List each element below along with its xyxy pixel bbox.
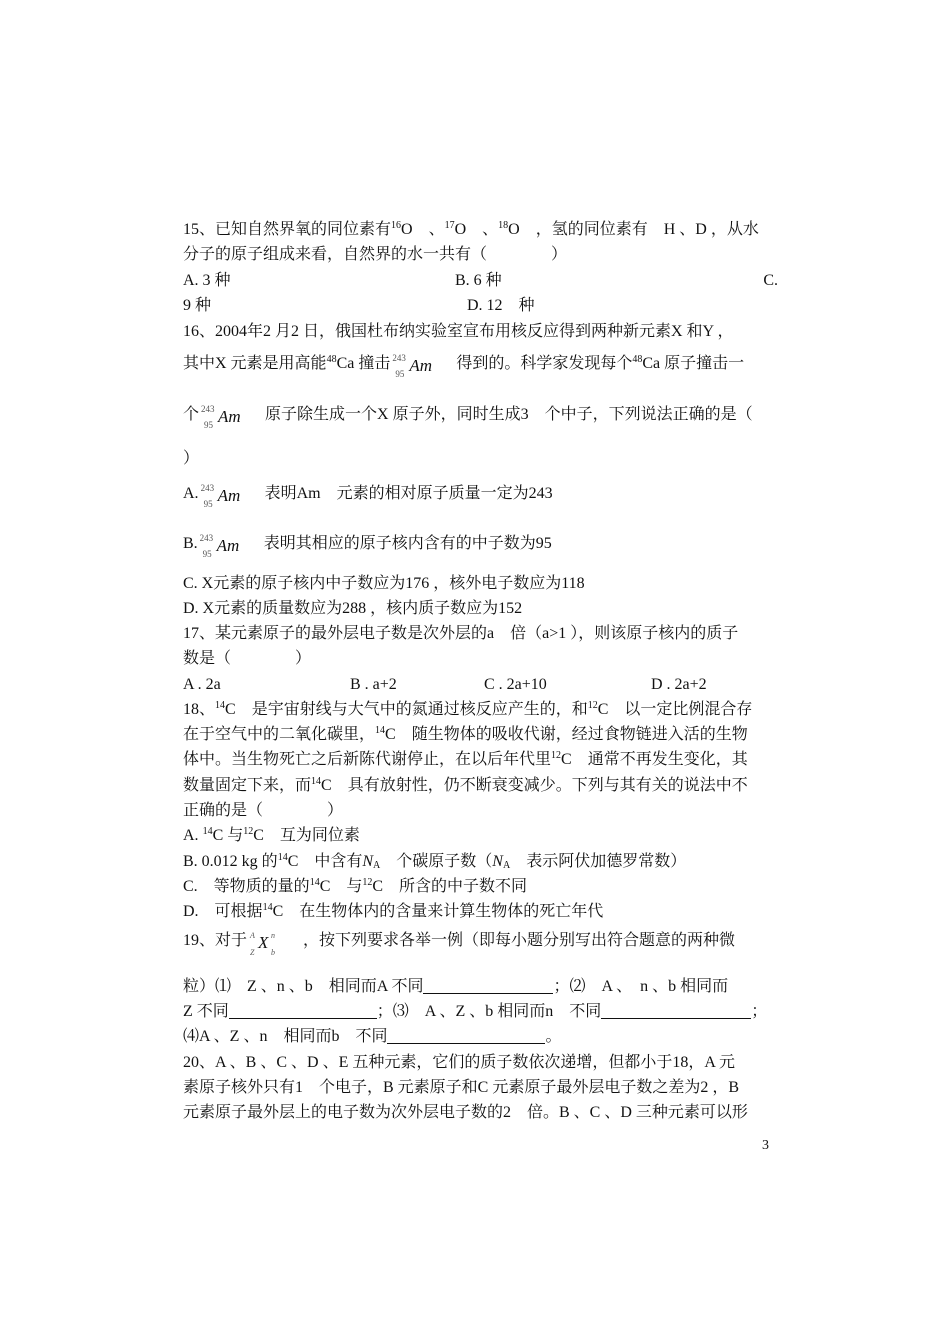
q16-line3: 个 243 95 Am 原子除生成一个X 原子外，同时生成3 个中子，下列说法正确的是（ [183, 404, 753, 431]
q16-option-a: A. 243 95 Am 表明Am 元素的相对原子质量一定为243 [183, 483, 553, 510]
q17-line1: 17、某元素原子的最外层电子数是次外层的a 倍（a>1 ），则该原子核内的质子 [183, 625, 739, 642]
americium-nuclide: 243 95 Am [201, 404, 241, 431]
q18-line3: 体中。当生物死亡之后新陈代谢停止，在以后年代里$^{12}$C 通常不再发生变化，其 [183, 750, 748, 768]
q15-options-row2 [183, 294, 778, 318]
q18-option-b: B. 0.012 kg 的$^{14}$C 中含有$N_A$ 个碳原子数（$N_A$ 表示阿伏加德罗常数） [183, 852, 687, 871]
q15-option-c-cont: 9 种 [183, 297, 212, 314]
q16-option-c: C. X元素的原子核内中子数应为176 ，核外电子数应为118 [183, 575, 585, 592]
q16-line4: ） [183, 450, 200, 467]
q17-option-a: A . 2a [183, 676, 221, 693]
q20-line3: 元素原子最外层上的电子数为次外层电子数的2 倍。B 、C 、D 三种元素可以形 [183, 1104, 748, 1121]
q17-option-d: D . 2a+2 [651, 676, 707, 693]
americium-nuclide: 243 95 Am [199, 533, 240, 560]
q15-option-d: D. 12 种 [467, 297, 535, 314]
q20-line2: 素原子核外只有1 个电子，B 元素原子和C 元素原子最外层电子数之差为2 ，B [183, 1079, 740, 1096]
q15-line1: 15、已知自然界氧的同位素有$^{16}$O 、$^{17}$O 、$^{18}$O ，氢的同位素有 H 、D ，从水 [183, 220, 759, 238]
answer-blank-4[interactable] [387, 1027, 545, 1044]
q15-option-c: C. [763, 272, 778, 289]
q18-line4: 数量固定下来，而$^{14}$C 具有放射性，仍不断衰变减少。下列与其有关的说法中不 [183, 776, 748, 794]
answer-blank-1[interactable] [423, 977, 553, 994]
q15-options-row1 [183, 269, 778, 293]
nuclide-notation: A Z X n b [250, 931, 276, 958]
q16-line1: 16、2004年2 月2 日，俄国杜布纳实验室宣布用核反应得到两种新元素X 和Y ， [183, 323, 734, 340]
q18-option-d: D. 可根据$^{14}$C 在生物体内的含量来计算生物体的死亡年代 [183, 902, 604, 920]
page-number: 3 [762, 1138, 769, 1153]
q15-option-b: B. 6 种 [455, 272, 502, 289]
q19-line3: Z 不同 ；⑶ A 、Z 、b 相同而n 不同 ； [183, 1003, 768, 1020]
americium-nuclide: 243 95 Am [200, 483, 241, 510]
q20-line1: 20、A 、B 、C 、D 、E 五种元素，它们的质子数依次递增，但都小于18，A 元 [183, 1054, 736, 1071]
q16-option-d: D. X元素的质量数应为288 ，核内质子数应为152 [183, 600, 523, 617]
q19-line4: ⑷A 、Z 、n 相同而b 不同 。 [183, 1028, 562, 1045]
q16-option-b: B. 243 95 Am 表明其相应的原子核内含有的中子数为95 [183, 533, 552, 560]
q17-line2: 数是（ ） [183, 650, 312, 667]
americium-nuclide: 243 95 Am [392, 353, 433, 380]
q18-line1: 18、$^{14}$C 是宇宙射线与大气中的氮通过核反应产生的，和$^{12}$C 以一定比例混合存 [183, 700, 753, 718]
q15-line2: 分子的原子组成来看，自然界的水一共有（ ） [183, 246, 568, 263]
q18-line5: 正确的是（ ） [183, 802, 344, 819]
answer-blank-2[interactable] [229, 1002, 377, 1019]
q17-option-c: C . 2a+10 [484, 676, 547, 693]
answer-blank-3[interactable] [601, 1002, 751, 1019]
q17-option-b: B . a+2 [350, 676, 397, 693]
q17-options [183, 673, 778, 697]
q16-line2: 其中X 元素是用高能$^{48}$Ca 撞击 243 95 Am 得到的。科学家发现每个$^{48}$Ca 原子撞击一 [183, 353, 745, 380]
q15-option-a: A. 3 种 [183, 272, 231, 289]
q18-option-a: A. $^{14}$C 与$^{12}$C 互为同位素 [183, 826, 360, 844]
q18-line2: 在于空气中的二氧化碳里，$^{14}$C 随生物体的吸收代谢，经过食物链进入活的生物 [183, 725, 748, 743]
q19-line1: 19、对于 A Z X n b ，按下列要求各举一例（即每小题分别写出符合题意的两种微 [183, 931, 736, 958]
q18-option-c: C. 等物质的量的$^{14}$C 与$^{12}$C 所含的中子数不同 [183, 877, 528, 895]
q19-line2: 粒）⑴ Z 、n 、b 相同而A 不同 ；⑵ A 、 n 、b 相同而 [183, 978, 729, 995]
